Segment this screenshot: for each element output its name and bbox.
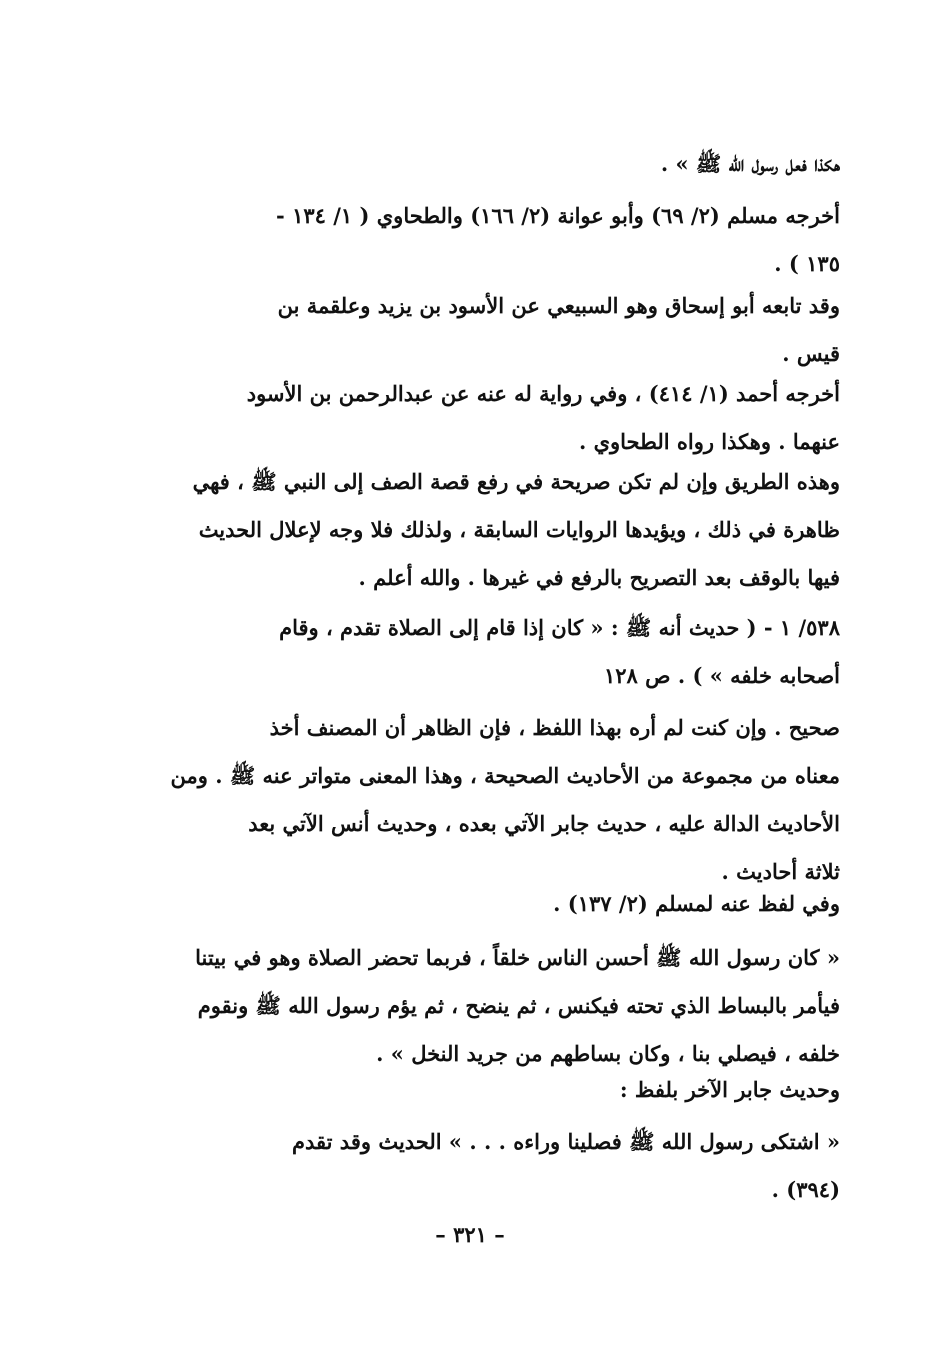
paragraph-8 [160,880,840,928]
paragraph-6-hadith-heading [160,604,840,700]
paragraph-4 [160,370,840,466]
paragraph-2 [160,192,840,288]
text-line: وقد تابعه أبو إسحاق وهو السبيعي عن الأسود بن يزيد وعلقمة بن [277,293,840,318]
paragraph-5 [160,458,840,602]
text-line: « كان رسول الله ﷺ أحسن الناس خلقاً ، فربما تحضر الصلاة وهو في بيتنا [195,945,840,970]
text-line: فيها بالوقف بعد التصريح بالرفع في غيرها . والله أعلم . [358,565,840,590]
text-line: أصحابه خلفه » ) . ص ١٢٨ [603,663,840,688]
text-line: أخرجه أحمد (١/ ٤١٤) ، وفي رواية له عنه عن عبدالرحمن بن الأسود [246,381,840,406]
text-line: وحديث جابر الآخر بلفظ : [619,1077,840,1102]
paragraph-10 [160,1066,840,1114]
text-line: ثلاثة أحاديث . [721,859,840,884]
text-line: قيس . [782,341,840,366]
text-line: خلفه ، فيصلي بنا ، وكان بساطهم من جريد النخل » . [376,1041,840,1066]
page-number: – ٣٢١ – [435,1222,505,1247]
paragraph-9-quote [160,934,840,1078]
text-line: معناه من مجموعة من الأحاديث الصحيحة ، وهذا المعنى متواتر عنه ﷺ . ومن [170,763,840,788]
paragraph-1 [160,140,840,188]
text-line: ١٣٥ ) . [774,251,840,276]
text-line: صحيح . وإن كنت لم أره بهذا اللفظ ، فإن الظاهر أن المصنف أخذ [269,715,840,740]
text-line: وفي لفظ عنه لمسلم (٢/ ١٣٧) . [553,891,840,916]
text-line: أخرجه مسلم (٢/ ٦٩) وأبو عوانة (٢/ ١٦٦) والطحاوي ( ١/ ١٣٤ - [276,203,840,228]
text-line: هكذا فعل رسول الله ﷺ » . [660,151,840,176]
text-line: ظاهرة في ذلك ، ويؤيدها الروايات السابقة ، ولذلك فلا وجه لإعلال الحديث [198,517,840,542]
text-line: عنهما . وهكذا رواه الطحاوي . [578,429,840,454]
text-line: « اشتكى رسول الله ﷺ فصلينا وراءه . . . » الحديث وقد تقدم [292,1129,840,1154]
paragraph-7 [160,704,840,896]
text-line: (٣٩٤) . [771,1177,840,1202]
text-line: الأحاديث الدالة عليه ، حديث جابر الآتي بعده ، وحديث أنس الآتي بعد [248,811,840,836]
text-line: وهذه الطريق وإن لم تكن صريحة في رفع قصة الصف إلى النبي ﷺ ، فهي [192,469,840,494]
paragraph-11-quote [160,1118,840,1214]
text-line: ٥٣٨/ ١ - ( حديث أنه ﷺ : « كان إذا قام إلى الصلاة تقدم ، وقام [279,615,840,640]
paragraph-3 [160,282,840,378]
text-line: فيأمر بالبساط الذي تحته فيكنس ، ثم ينضح ، ثم يؤم رسول الله ﷺ ونقوم [197,993,840,1018]
